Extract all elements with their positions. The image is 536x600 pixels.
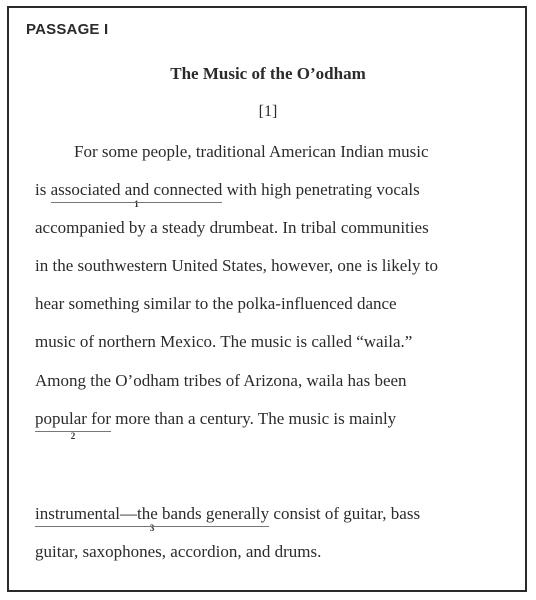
- line-2-tail-text: with high penetrating vocals: [222, 180, 420, 199]
- line-9-tail-text: consist of guitar, bass: [269, 504, 421, 523]
- paragraph-number: [1]: [258, 103, 278, 120]
- passage-title: The Music of the O’odham: [170, 64, 366, 83]
- underlined-segment-2: [35, 409, 112, 441]
- passage-line-5: hear something similar to the polka-influenced dance: [35, 294, 397, 313]
- question-number-2: 2: [70, 431, 76, 441]
- passage-line-2: [35, 180, 420, 209]
- underlined-text-1: associated and connected: [50, 180, 223, 199]
- passage-line-1: For some people, traditional American Indian music: [74, 142, 429, 161]
- passage-line-7: Among the O’odham tribes of Arizona, waila has been: [35, 371, 407, 390]
- line-8-tail-text: more than a century. The music is mainly: [111, 409, 397, 428]
- question-number-3: 3: [149, 523, 155, 533]
- underlined-segment-1: [50, 180, 223, 209]
- passage-line-3: accompanied by a steady drumbeat. In tribal communities: [35, 218, 429, 237]
- underlined-text-2: popular for: [35, 409, 112, 428]
- passage-line-6: music of northern Mexico. The music is called “waila.”: [35, 332, 413, 351]
- underlined-segment-3: [35, 504, 270, 533]
- passage-line-4: in the southwestern United States, however, one is likely to: [35, 256, 438, 275]
- passage-label: PASSAGE I: [26, 21, 109, 38]
- passage-line-10: guitar, saxophones, accordion, and drums.: [35, 542, 322, 561]
- underlined-text-3: instrumental—the bands generally: [35, 504, 270, 523]
- passage-line-9: [35, 504, 421, 533]
- passage-line-8: [35, 409, 397, 441]
- question-number-1: 1: [134, 199, 139, 209]
- line-2-lead-text: is: [35, 180, 51, 199]
